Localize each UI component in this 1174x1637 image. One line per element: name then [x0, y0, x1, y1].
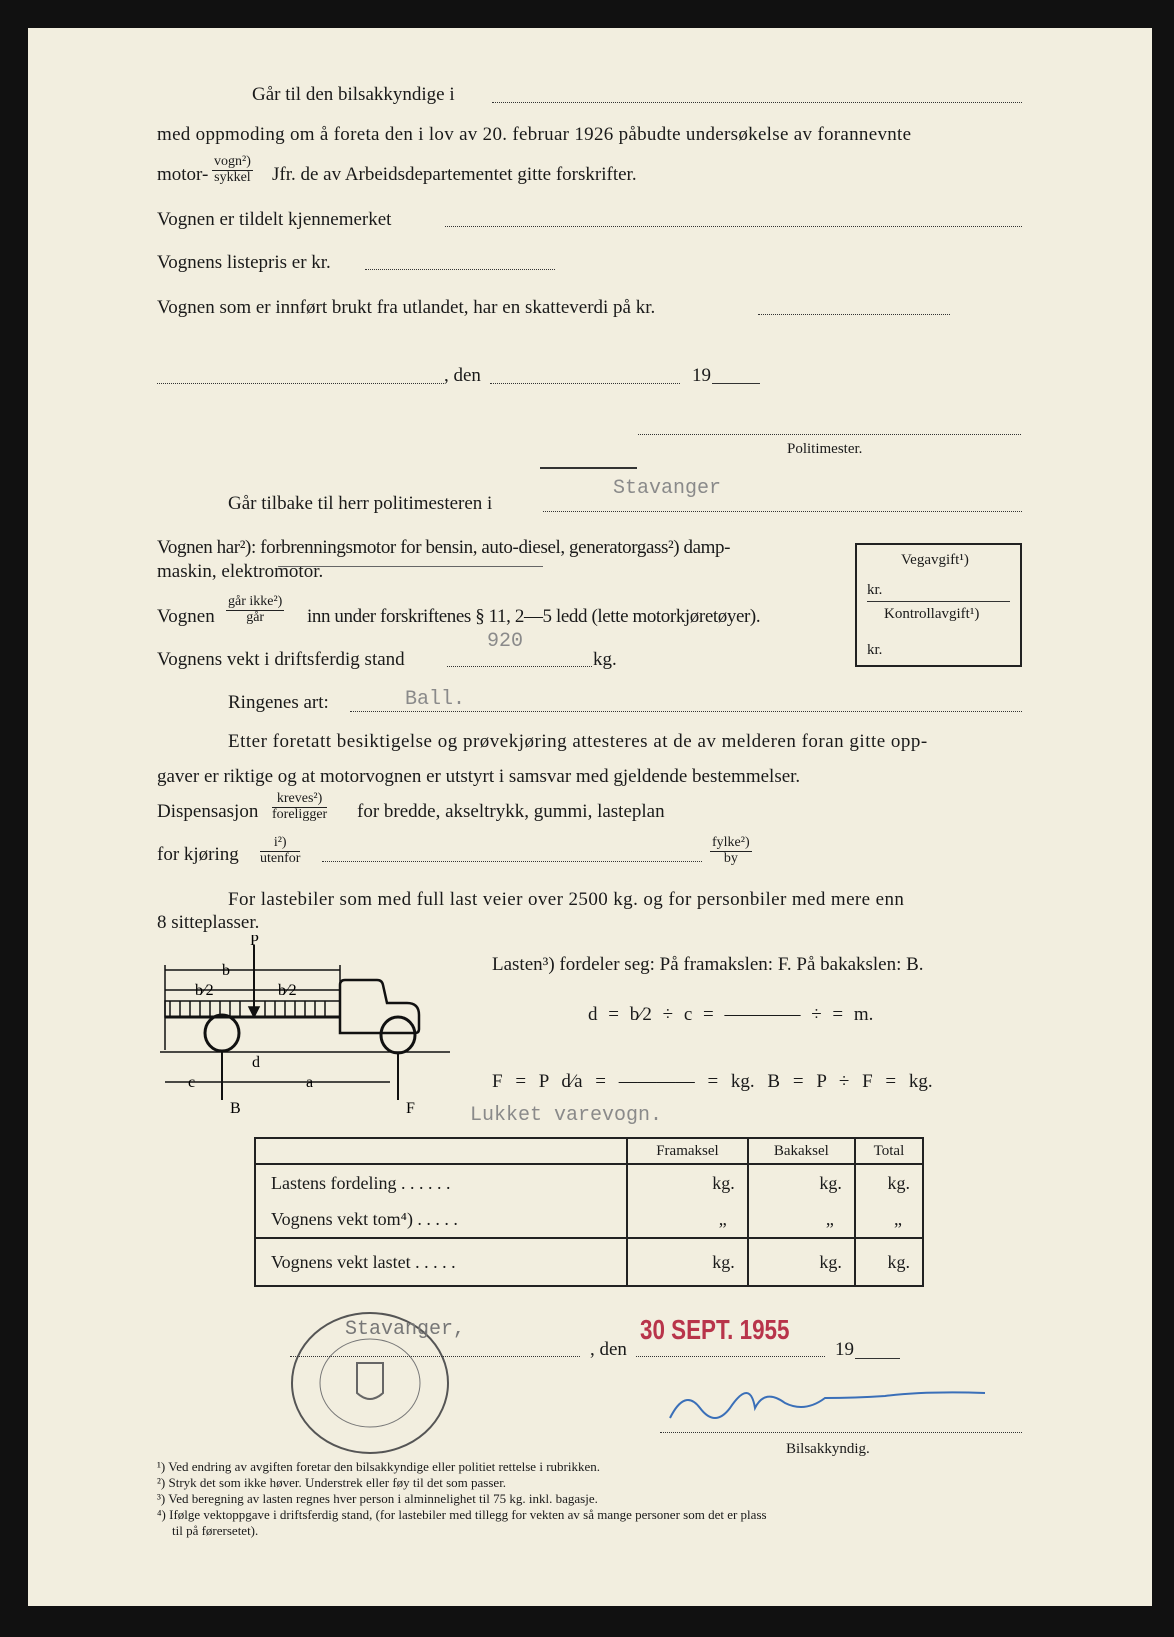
fraction-den: sykkel [214, 169, 251, 185]
cell: kg. [855, 1238, 923, 1286]
label-19: 19 [692, 365, 711, 386]
label-vognen: Vognen [157, 606, 215, 627]
fraction-disp [272, 792, 327, 822]
header-total: Total [855, 1138, 923, 1164]
cell: kg. [627, 1164, 748, 1201]
fee-box [855, 543, 1022, 667]
fraction-motor [212, 155, 253, 185]
truck-diagram [160, 935, 460, 1115]
signature-line [638, 434, 1021, 435]
underline-mark [278, 566, 543, 567]
fraction-fylke [710, 836, 752, 866]
field-line [157, 383, 444, 384]
weight-table [254, 1137, 924, 1287]
field-line [447, 666, 592, 667]
field-line [350, 711, 1022, 712]
cell: kg. [748, 1164, 855, 1201]
cell: „ [855, 1201, 923, 1238]
field-line [290, 1356, 580, 1357]
label-kjoring: for kjøring [157, 844, 239, 865]
label-kr: kr. [867, 582, 883, 598]
handwritten-vehicle-type: Lukket varevogn. [470, 1104, 663, 1127]
field-line [867, 601, 1010, 602]
label-skatteverdi: Vognen som er innført brukt fra utlandet, har en skatteverdi på kr. [157, 297, 656, 318]
line-attest-1: Etter foretatt besiktigelse og prøvekjøring attesteres at de av melderen foran gitte opp- [228, 731, 928, 752]
field-line [445, 226, 1022, 227]
label-vekt: Vognens vekt i driftsferdig stand [157, 649, 405, 670]
field-line [492, 102, 1022, 103]
field-line [322, 861, 702, 862]
cell: „ [748, 1201, 855, 1238]
footnote: ²) Stryk det som ikke høver. Understrek eller føy til det som passer. [157, 1475, 507, 1490]
footnote: ³) Ved beregning av lasten regnes hver person i alminnelighet til 75 kg. inkl. bagasje. [157, 1491, 598, 1506]
formula-d: d = b⁄2 ÷ c = ———— ÷ = m. [588, 1004, 874, 1025]
line-motor-type-2: maskin, elektromotor. [157, 561, 324, 582]
line-dispensasjon: for bredde, akseltrykk, gummi, lasteplan [357, 801, 665, 822]
label-b: b [222, 962, 230, 979]
field-line [636, 1356, 825, 1357]
table-row [255, 1238, 923, 1286]
label-kg: kg. [593, 649, 617, 670]
label-f-axle: F [406, 1100, 415, 1115]
footnote: til på førersetet). [172, 1523, 259, 1538]
field-line [758, 314, 950, 315]
label-d: d [252, 1054, 260, 1071]
label-p: P [250, 935, 259, 949]
handwritten-tires: Ball. [405, 688, 466, 711]
row-label: Lastens fordeling . . . . . . [271, 1172, 451, 1193]
field-line [855, 1358, 900, 1359]
line-lasten: Lasten³) fordeler seg: På framakslen: F. På bakakslen: B. [492, 954, 924, 975]
fraction-num: kreves²) [272, 792, 327, 808]
divider [540, 467, 637, 469]
signature-line [660, 1432, 1022, 1433]
fraction-den: by [723, 850, 738, 866]
motor-prefix: motor- [157, 164, 209, 185]
line-motor-type: Vognen har²): forbrenningsmotor for bensin, auto-diesel, generatorgass²) damp- [157, 537, 731, 558]
header-framaksel: Framaksel [627, 1138, 748, 1164]
fraction-num: vogn²) [214, 154, 251, 169]
table-row [255, 1164, 923, 1201]
header-cell [255, 1138, 627, 1164]
line-attest-2: gaver er riktige og at motorvognen er utstyrt i samsvar med gjeldende bestemmelser. [157, 766, 801, 787]
label-kontrollavgift: Kontrollavgift¹) [884, 606, 980, 622]
label-a: a [306, 1074, 314, 1091]
line-bilsakkyndige: Går til den bilsakkyndige i [252, 84, 455, 105]
field-line [490, 383, 680, 384]
date-stamp: 30 SEPT. 1955 [640, 1314, 790, 1345]
stamped-place: Stavanger, [345, 1318, 466, 1341]
table-row [255, 1201, 923, 1238]
field-line [543, 511, 1022, 512]
fraction-den: går [246, 609, 265, 625]
formula-f: F = P d⁄a = ———— = kg. B = P ÷ F = kg. [492, 1071, 933, 1092]
line-sitteplasser: 8 sitteplasser. [157, 912, 260, 933]
handwritten-weight: 920 [487, 630, 524, 653]
cell: kg. [855, 1164, 923, 1201]
label-b-half: b⁄2 [195, 982, 214, 999]
label-vegavgift: Vegavgift¹) [901, 552, 969, 568]
label-b-axle: B [230, 1100, 241, 1115]
footnote: ¹) Ved endring av avgiften foretar den bilsakkyndige eller politiet rettelse i rubrikken. [157, 1459, 600, 1474]
label-listepris: Vognens listepris er kr. [157, 252, 331, 273]
footnote: ⁴) Ifølge vektoppgave i driftsferdig stand, (for lastebiler med tillegg for vekten av så mange personer som det er plass [157, 1507, 767, 1522]
label-den: , den [590, 1339, 627, 1360]
line-lastebiler: For lastebiler som med full last veier over 2500 kg. og for personbiler med mere enn [228, 889, 905, 910]
label-kjennemerke: Vognen er tildelt kjennemerket [157, 209, 392, 230]
label-c: c [188, 1074, 196, 1091]
row-label: Vognens vekt lastet . . . . . [255, 1238, 627, 1286]
field-line [365, 269, 555, 270]
header-bakaksel: Bakaksel [748, 1138, 855, 1164]
cell: kg. [748, 1238, 855, 1286]
cell: „ [627, 1201, 748, 1238]
fraction-num: fylke²) [712, 835, 750, 850]
fraction-den: utenfor [260, 850, 301, 866]
line-oppmoding: med oppmoding om å foreta den i lov av 20. februar 1926 påbudte undersøkelse av forannevnte [157, 124, 912, 145]
label-19: 19 [835, 1339, 854, 1360]
label-den: , den [444, 365, 481, 386]
cell: kg. [627, 1238, 748, 1286]
line-jfr: Jfr. de av Arbeidsdepartementet gitte forskrifter. [272, 164, 637, 185]
label-b-half: b⁄2 [278, 982, 297, 999]
fraction-num: går ikke²) [228, 594, 283, 609]
fraction-num: i²) [260, 836, 300, 852]
line-forskrift: inn under forskriftenes § 11, 2—5 ledd (lette motorkjøretøyer). [307, 606, 761, 627]
label-kr: kr. [867, 642, 883, 658]
label-ringer: Ringenes art: [228, 692, 329, 713]
handwritten-city: Stavanger [613, 477, 722, 500]
field-line [712, 383, 760, 384]
label-dispensasjon: Dispensasjon [157, 801, 259, 822]
label-politimester: Politimester. [787, 441, 863, 457]
fraction-den: foreligger [272, 806, 328, 822]
label-tilbake: Går tilbake til herr politimesteren i [228, 493, 493, 514]
row-label: Vognens vekt tom⁴) . . . . . [271, 1208, 458, 1229]
signature [660, 1378, 1000, 1428]
fraction-kjoring [260, 836, 300, 866]
fraction-gaar [226, 595, 284, 625]
label-bilsakkyndig: Bilsakkyndig. [786, 1441, 870, 1457]
